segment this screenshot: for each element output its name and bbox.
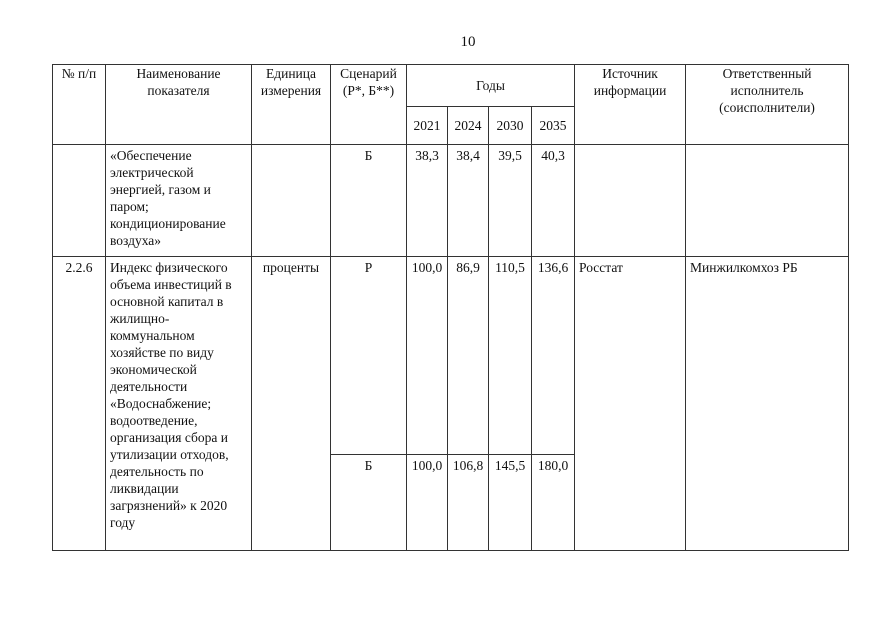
header-unit: Единица измерения xyxy=(252,65,331,145)
row-value-2021: 38,3 xyxy=(407,145,448,257)
row-responsible xyxy=(686,145,849,257)
table-row xyxy=(53,257,849,455)
row-responsible: Минжилкомхоз РБ xyxy=(686,257,849,551)
row-scenario-b: Б xyxy=(331,455,407,551)
indicators-table xyxy=(52,64,849,551)
row-num: 2.2.6 xyxy=(53,257,106,551)
row-r-value-2035: 136,6 xyxy=(532,257,575,455)
header-year-2021: 2021 xyxy=(407,107,448,145)
row-value-2030: 39,5 xyxy=(489,145,532,257)
page-number: 10 xyxy=(460,34,476,50)
row-num xyxy=(53,145,106,257)
row-b-value-2021: 100,0 xyxy=(407,455,448,551)
row-name: «Обеспечение электрической энергией, газом и паром; кондиционирование воздуха» xyxy=(106,145,252,257)
row-unit xyxy=(252,145,331,257)
row-value-2035: 40,3 xyxy=(532,145,575,257)
header-year-2030: 2030 xyxy=(489,107,532,145)
row-source: Росстат xyxy=(575,257,686,551)
row-scenario-r: Р xyxy=(331,257,407,455)
row-b-value-2035: 180,0 xyxy=(532,455,575,551)
row-r-value-2030: 110,5 xyxy=(489,257,532,455)
header-scenario: Сценарий (Р*, Б**) xyxy=(331,65,407,145)
header-source: Источник информации xyxy=(575,65,686,145)
row-name: Индекс физического объема инвестиций в основной капитал в жилищно-коммунальном хозяйстве по виду экономической деятельности «Водоснабжение; водоотведение, организация сбора и утилизации отходов, деятельность по ликвидации загрязнений» к 2020 году xyxy=(106,257,252,551)
header-num: № п/п xyxy=(53,65,106,145)
table-row xyxy=(53,145,849,257)
row-unit: проценты xyxy=(252,257,331,551)
row-r-value-2024: 86,9 xyxy=(448,257,489,455)
header-years: Годы xyxy=(407,65,575,107)
header-year-2024: 2024 xyxy=(448,107,489,145)
row-b-value-2030: 145,5 xyxy=(489,455,532,551)
row-r-value-2021: 100,0 xyxy=(407,257,448,455)
row-scenario: Б xyxy=(331,145,407,257)
row-b-value-2024: 106,8 xyxy=(448,455,489,551)
header-year-2035: 2035 xyxy=(532,107,575,145)
header-name: Наименование показателя xyxy=(106,65,252,145)
row-value-2024: 38,4 xyxy=(448,145,489,257)
row-source xyxy=(575,145,686,257)
header-row-top xyxy=(53,65,849,107)
header-responsible: Ответственный исполнитель (соисполнители) xyxy=(686,65,849,145)
